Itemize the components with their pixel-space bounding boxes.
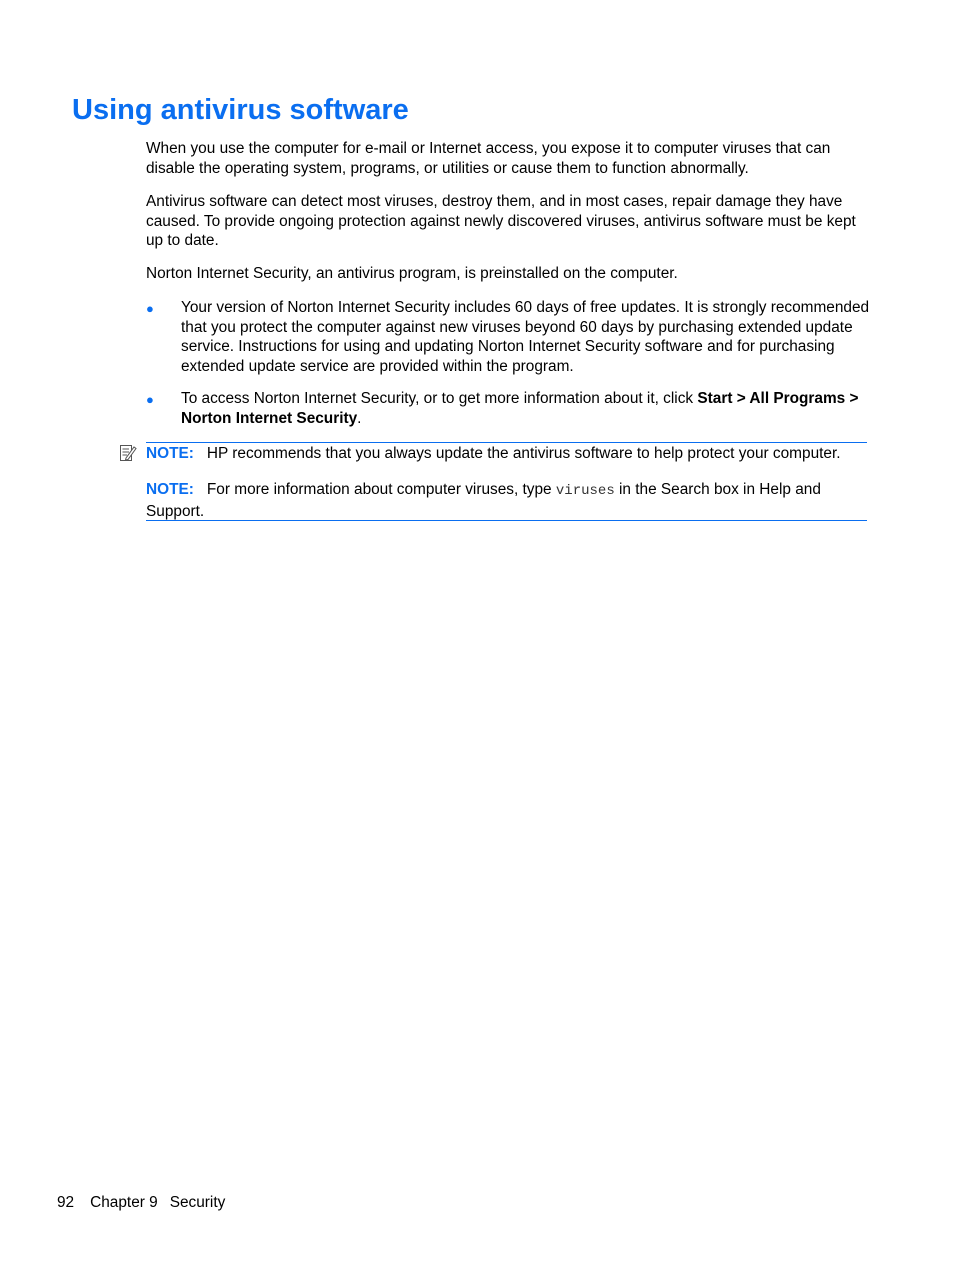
- list-item-text-prefix: To access Norton Internet Security, or to get more information about it, click: [181, 390, 698, 407]
- bullet-icon: ●: [146, 392, 154, 407]
- list-item-text: Your version of Norton Internet Security includes 60 days of free updates. It is strongly recommended that you protect the computer against new viruses beyond 60 days by purchasing extended update service. Instructions for using and updating Norton Internet Security software and for purchasing extended update service are provided within the program.: [181, 299, 870, 375]
- page-number: 92: [57, 1194, 75, 1211]
- note-text-suffix: in the Search box in Help and Support.: [146, 481, 821, 520]
- paragraph-intro: When you use the computer for e-mail or Internet access, you expose it to computer viruses that can disable the operating system, programs, or utilities or cause them to function abnormally.: [146, 140, 831, 177]
- section-label: Security: [169, 1194, 226, 1211]
- chapter-label: Chapter 9: [90, 1194, 158, 1211]
- note-text-prefix: For more information about computer viruses, type: [206, 481, 556, 498]
- note-box: [146, 442, 867, 521]
- note-label: NOTE:: [146, 445, 194, 462]
- page-footer: [57, 1193, 241, 1212]
- note-label: NOTE:: [146, 481, 194, 498]
- menu-path: Start > All Programs > Norton Internet Security: [181, 390, 859, 427]
- list-item-text-suffix: .: [357, 409, 362, 427]
- page-title: Using antivirus software: [72, 94, 409, 126]
- note-icon: [119, 444, 137, 462]
- search-term-code: viruses: [555, 483, 615, 499]
- note-hp-recommendation: [146, 444, 870, 464]
- note-more-info: [146, 480, 870, 521]
- list-item: [146, 298, 870, 376]
- paragraph-antivirus-description: Antivirus software can detect most viruses, destroy them, and in most cases, repair damage they have caused. To provide ongoing protection against newly discovered viruses, antivirus software must be kept up to date.: [146, 193, 856, 249]
- bullet-icon: ●: [146, 301, 154, 316]
- list-item: [146, 389, 870, 428]
- note-text: HP recommends that you always update the antivirus software to help protect your computer.: [206, 445, 841, 462]
- list-item-text: [181, 389, 870, 428]
- paragraph-norton-preinstalled: Norton Internet Security, an antivirus program, is preinstalled on the computer.: [146, 265, 678, 282]
